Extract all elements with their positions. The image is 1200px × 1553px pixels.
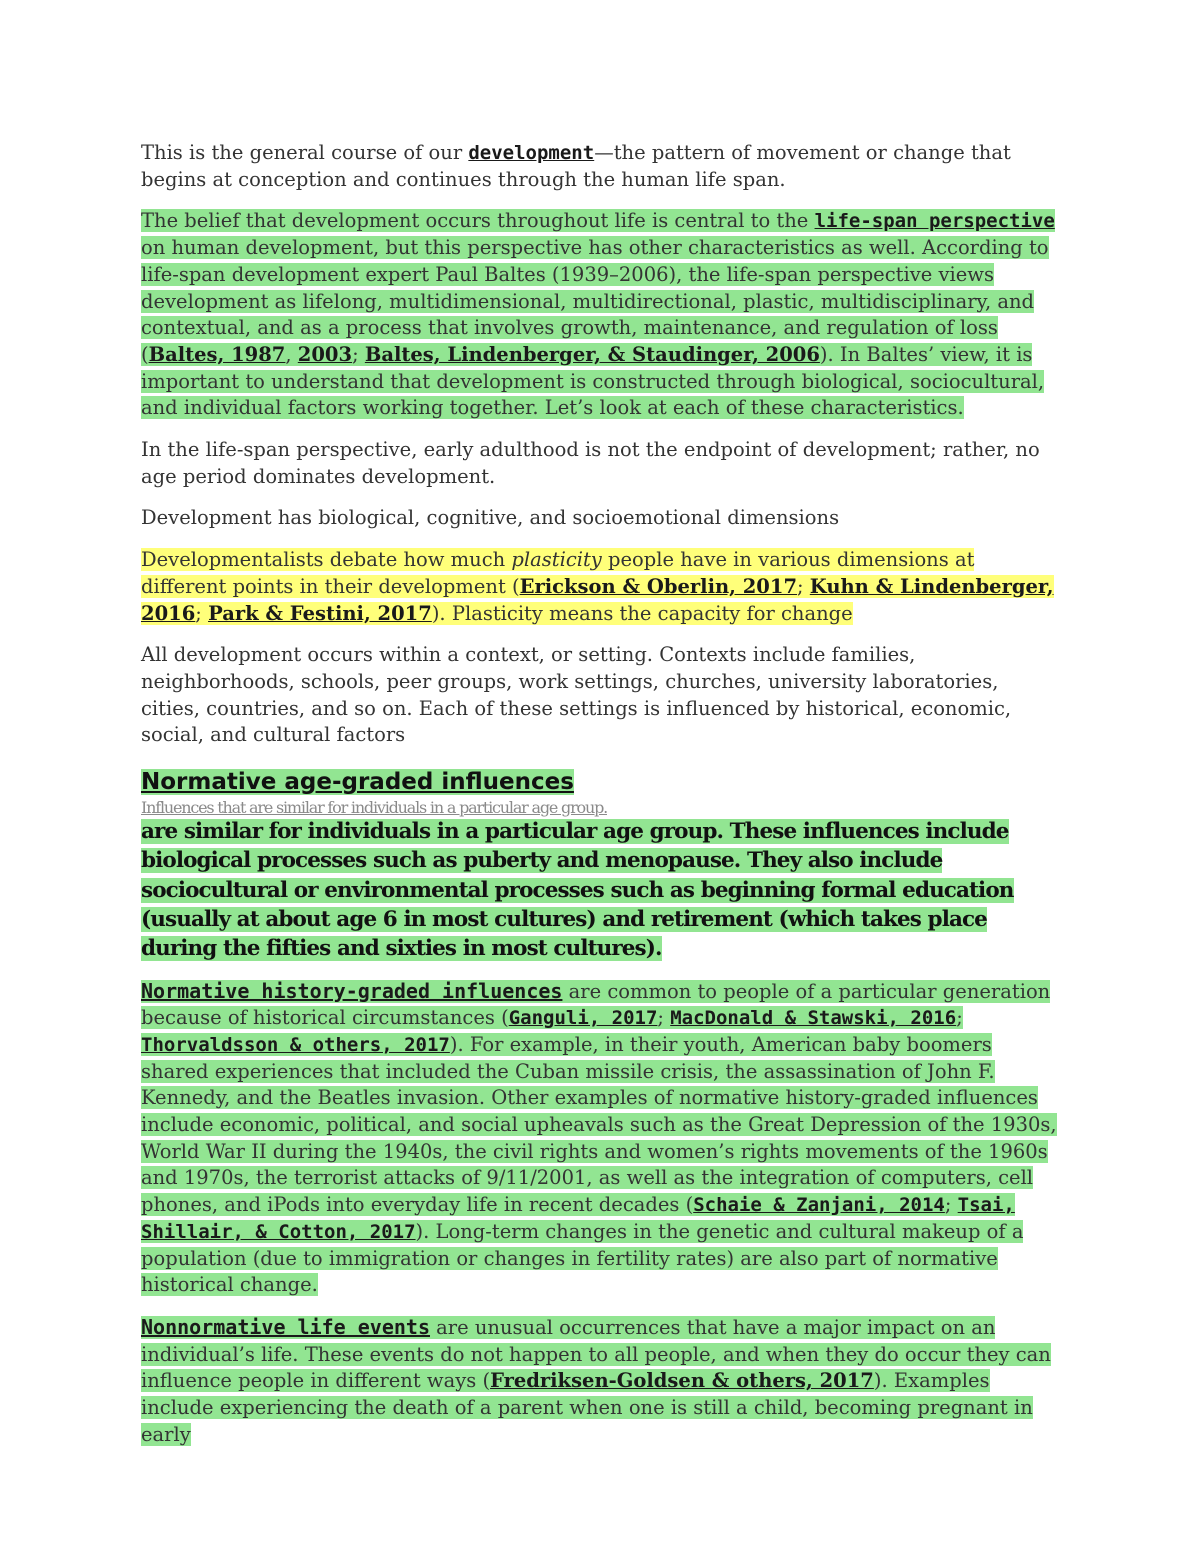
paragraph-life-span-perspective bbox=[141, 208, 1061, 422]
text: The belief that development occurs throughout life is central to the bbox=[141, 209, 815, 233]
text: ). Examples include experiencing the death of a parent when one is still a child, becoming pregnant in early bbox=[141, 1369, 1033, 1446]
citation-link[interactable]: Fredriksen-Goldsen & others, 2017 bbox=[490, 1369, 874, 1393]
text: are unusual occurrences that have a major impact on an individual’s life. These events do not happen to all people, and when they do occur they can influence people in different ways ( bbox=[141, 1315, 1051, 1393]
paragraph-plasticity bbox=[141, 547, 1061, 627]
key-term-life-span-perspective[interactable]: life-span perspective bbox=[814, 210, 1055, 233]
text: Developmentalists debate how much bbox=[141, 548, 512, 572]
citation-link[interactable]: Erickson & Oberlin, 2017 bbox=[519, 574, 798, 598]
text: ; bbox=[944, 1193, 958, 1217]
document-body bbox=[141, 140, 1061, 1449]
definition-text: Influences that are similar for individuals in a particular age group. bbox=[141, 798, 607, 818]
text: , bbox=[285, 342, 298, 366]
text: ; bbox=[797, 574, 810, 598]
text: ). Plasticity means the capacity for change bbox=[431, 601, 853, 625]
text: This is the general course of our bbox=[141, 141, 469, 164]
emphasis-plasticity: plasticity bbox=[511, 548, 602, 572]
citation-link[interactable]: MacDonald & Stawski, 2016 bbox=[670, 1007, 957, 1030]
citation-link[interactable]: 2003 bbox=[297, 342, 353, 366]
paragraph-age-graded bbox=[141, 817, 1061, 963]
text: ). In Baltes’ view, it is important to understand that development is constructed through biological, sociocultural, and individual factors working together. Let’s look at each of these characteristics. bbox=[141, 342, 1045, 420]
heading-text: Normative age-graded influences bbox=[141, 769, 574, 796]
citation-link[interactable]: Tsai, Shillair, & Cotton, 2017 bbox=[141, 1194, 1015, 1243]
section-heading bbox=[141, 767, 1061, 797]
paragraph-dimensions: Development has biological, cognitive, and socioemotional dimensions bbox=[141, 506, 840, 530]
citation-link[interactable]: Baltes, Lindenberger, & Staudinger, 2006 bbox=[364, 342, 820, 366]
paragraph-history-graded bbox=[141, 978, 1061, 1299]
text: are similar for individuals in a particular age group. These influences include biological processes such as puberty and menopause. They also include sociocultural or environmental processes such as beginning formal education (usually at about age 6 in most cultures) and retirement (which takes place during the fifties and sixties in most cultures). bbox=[141, 819, 1014, 962]
text: are common to people of a particular generation because of historical circumstances ( bbox=[141, 979, 1051, 1030]
text: ). For example, in their youth, American baby boomers shared experiences that included the Cuban missile crisis, the assassination of John F. Kennedy, and the Beatles invasion. Other examples of normative history-graded influences include economic, political, and social upheavals such as the Great Depression of the 1930s, World War II during the 1940s, the civil rights and women’s rights movements of the 1960s and 1970s, the terrorist attacks of 9/11/2001, as well as the integration of computers, cell phones, and iPods into everyday life in recent decades ( bbox=[141, 1032, 1057, 1217]
citation-link[interactable]: Kuhn & Lindenberger, 2016 bbox=[141, 574, 1054, 625]
citation-link[interactable]: Thorvaldsson & others, 2017 bbox=[141, 1033, 450, 1056]
key-term-development[interactable]: development bbox=[468, 142, 595, 164]
text: ; bbox=[657, 1006, 671, 1030]
paragraph-development bbox=[141, 140, 1061, 193]
text: ; bbox=[195, 601, 209, 625]
key-term-normative-history-graded[interactable]: Normative history-graded influences bbox=[141, 978, 563, 1003]
text: ). Long-term changes in the genetic and cultural makeup of a population (due to immigration or changes in fertility rates) are also part of normative historical change. bbox=[141, 1219, 1024, 1297]
citation-link[interactable]: Park & Festini, 2017 bbox=[208, 601, 432, 625]
citation-link[interactable]: Ganguli, 2017 bbox=[508, 1007, 658, 1030]
citation-link[interactable]: Baltes, 1987 bbox=[148, 342, 286, 366]
text: people have in various dimensions at different points in their development ( bbox=[141, 548, 975, 598]
citation-link[interactable]: Schaie & Zanjani, 2014 bbox=[693, 1194, 945, 1217]
paragraph-no-age-period: In the life-span perspective, early adulthood is not the endpoint of development; rather, no age period dominates development. bbox=[141, 438, 1040, 488]
text: ; bbox=[352, 342, 365, 366]
paragraph-nonnormative bbox=[141, 1314, 1061, 1449]
text: ; bbox=[956, 1006, 963, 1030]
key-term-nonnormative-life-events[interactable]: Nonnormative life events bbox=[141, 1314, 430, 1339]
paragraph-context: All development occurs within a context, or setting. Contexts include families, neighborhoods, schools, peer groups, work settings, churches, university laboratories, cities, countries, and so on. Each of these settings is influenced by historical, economic, social, and cultural factors bbox=[141, 643, 1012, 747]
text: on human development, but this perspective has other characteristics as well. According to life-span development expert Paul Baltes (1939–2006), the life-span perspective views development as lifelong, multidimensional, multidirectional, plastic, multidisciplinary, and contextual, and as a process that involves growth, maintenance, and regulation of loss ( bbox=[141, 236, 1049, 366]
text: —the pattern of movement or change that begins at conception and continues through the human life span. bbox=[141, 141, 1011, 191]
